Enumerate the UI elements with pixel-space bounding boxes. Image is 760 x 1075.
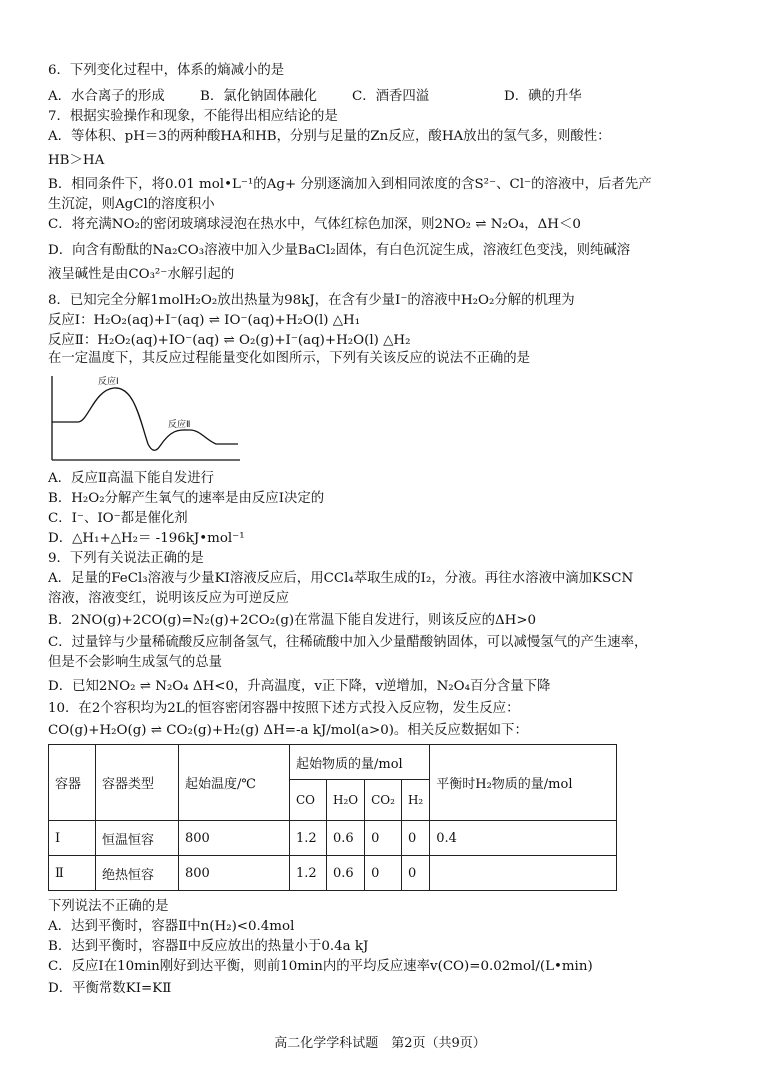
- cell: 0: [401, 856, 429, 891]
- cell: [430, 856, 617, 891]
- energy-diagram: [44, 372, 244, 464]
- cell: 1.2: [290, 856, 327, 891]
- table-row: [49, 821, 617, 856]
- q8-option-b: B．H₂O₂分解产生氧气的速率是由反应Ⅰ决定的: [48, 491, 325, 506]
- cell: 恒温恒容: [96, 821, 179, 856]
- th-eq: 平衡时H₂物质的量/mol: [430, 745, 617, 821]
- cell: Ⅰ: [49, 821, 96, 856]
- q8-option-d: D．△H₁+△H₂＝ -196kJ•mol⁻¹: [48, 531, 245, 546]
- q7-option-d-cont: 液呈碱性是由CO₃²⁻水解引起的: [48, 267, 235, 282]
- th-h2: H₂: [401, 780, 429, 821]
- q8-option-c: C．I⁻、IO⁻都是催化剂: [48, 511, 188, 526]
- cell: 0.4: [430, 821, 617, 856]
- q9-option-c: C．过量锌与少量稀硫酸反应制备氢气，往稀硫酸中加入少量醋酸钠固体，可以减慢氢气的产生速率，: [48, 635, 648, 650]
- q7-option-b: B．相同条件下，将0.01 mol•L⁻¹的Ag+ 分别逐滴加入到相同浓度的含S²⁻、Cl⁻的溶液中，后者先产: [48, 177, 652, 192]
- q9-stem: 9．下列有关说法正确的是: [48, 551, 204, 566]
- q8-option-a: A．反应Ⅱ高温下能自发进行: [48, 471, 215, 486]
- table-header-row: [49, 745, 617, 780]
- th-co: CO: [290, 780, 327, 821]
- cell: 绝热恒容: [96, 856, 179, 891]
- q7-option-a-cont: HB＞HA: [48, 153, 105, 168]
- q8-reaction-2: 反应Ⅱ：H₂O₂(aq)+IO⁻(aq) ⇌ O₂(g)+I⁻(aq)+H₂O(l) △H₂: [48, 333, 411, 348]
- energy-label-reaction-1: 反应Ⅰ: [98, 377, 119, 387]
- th-co2: CO₂: [365, 780, 402, 821]
- th-temp: 起始温度/℃: [179, 745, 290, 821]
- q9-option-b: B．2NO(g)+2CO(g)=N₂(g)+2CO₂(g)在常温下能自发进行，则该反应的ΔH>0: [48, 613, 537, 628]
- energy-curve: [52, 388, 238, 450]
- th-start: 起始物质的量/mol: [290, 745, 430, 780]
- q10-option-b: B．达到平衡时，容器Ⅱ中反应放出的热量小于0.4a kJ: [48, 939, 369, 954]
- q9-option-d: D．已知2NO₂ ⇌ N₂O₄ ΔH<0，升高温度，v正下降，v逆增加，N₂O₄百分含量下降: [48, 679, 551, 694]
- cell: 0.6: [327, 821, 365, 856]
- q7-option-c: C．将充满NO₂的密闭玻璃球浸泡在热水中，气体红棕色加深，则2NO₂ ⇌ N₂O₄，ΔH＜0: [48, 217, 581, 232]
- cell: 0.6: [327, 856, 365, 891]
- q9-option-c-cont: 但是不会影响生成氢气的总量: [48, 655, 223, 670]
- q8-intro: 在一定温度下，其反应过程能量变化如图所示，下列有关该反应的说法不正确的是: [48, 351, 531, 366]
- q7-option-a: A．等体积、pH＝3的两种酸HA和HB，分别与足量的Zn反应，酸HA放出的氢气多，则酸性：: [48, 129, 611, 144]
- q6-option-a: A．水合离子的形成: [48, 89, 165, 104]
- q7-option-d: D．向含有酚酞的Na₂CO₃溶液中加入少量BaCl₂固体，有白色沉淀生成，溶液红色变浅，则纯碱溶: [48, 243, 631, 258]
- q8-stem: 8．已知完全分解1molH₂O₂放出热量为98kJ，在含有少量I⁻的溶液中H₂O₂分解的机理为: [48, 293, 575, 308]
- cell: 0: [365, 821, 402, 856]
- q10-reaction: CO(g)+H₂O(g) ⇌ CO₂(g)+H₂(g) ΔH=-a kJ/mol(a>0)。相关反应数据如下：: [48, 723, 528, 738]
- reaction-data-table: [48, 744, 617, 891]
- cell: 800: [179, 821, 290, 856]
- q7-option-b-cont: 生沉淀，则AgCl的溶度积小: [48, 197, 215, 212]
- table-row: [49, 856, 617, 891]
- q10-intro: 下列说法不正确的是: [48, 899, 169, 914]
- q6-option-c: C．酒香四溢: [352, 89, 430, 104]
- cell: Ⅱ: [49, 856, 96, 891]
- q7-stem: 7．根据实验操作和现象，不能得出相应结论的是: [48, 109, 338, 124]
- q9-option-a-cont: 溶液，溶液变红，说明该反应为可逆反应: [48, 591, 290, 606]
- energy-label-reaction-2: 反应Ⅱ: [168, 420, 191, 430]
- q8-reaction-1: 反应Ⅰ：H₂O₂(aq)+I⁻(aq) ⇌ IO⁻(aq)+H₂O(l) △H₁: [48, 313, 361, 328]
- q6-stem: 6．下列变化过程中，体系的熵减小的是: [48, 63, 285, 78]
- th-type: 容器类型: [96, 745, 179, 821]
- cell: 0: [365, 856, 402, 891]
- cell: 0: [401, 821, 429, 856]
- q6-option-b: B．氯化钠固体融化: [200, 89, 317, 104]
- q10-option-d: D．平衡常数KⅠ=KⅡ: [48, 981, 172, 996]
- cell: 1.2: [290, 821, 327, 856]
- q10-option-c: C．反应Ⅰ在10min刚好到达平衡，则前10min内的平均反应速率v(CO)=0.02mol/(L•min): [48, 959, 593, 974]
- page-footer: 高二化学学科试题 第2页（共9页）: [274, 1036, 486, 1051]
- th-h2o: H₂O: [327, 780, 365, 821]
- th-container: 容器: [49, 745, 96, 821]
- cell: 800: [179, 856, 290, 891]
- q6-options: [48, 88, 582, 106]
- q9-option-a: A．足量的FeCl₃溶液与少量KI溶液反应后，用CCl₄萃取生成的I₂，分液。再往水溶液中滴加KSCN: [48, 571, 634, 586]
- q10-stem: 10．在2个容积均为2L的恒容密闭容器中按照下述方式投入反应物，发生反应：: [48, 701, 520, 716]
- q10-option-a: A．达到平衡时，容器Ⅱ中n(H₂)<0.4mol: [48, 919, 295, 934]
- q6-option-d: D．碘的升华: [504, 89, 582, 104]
